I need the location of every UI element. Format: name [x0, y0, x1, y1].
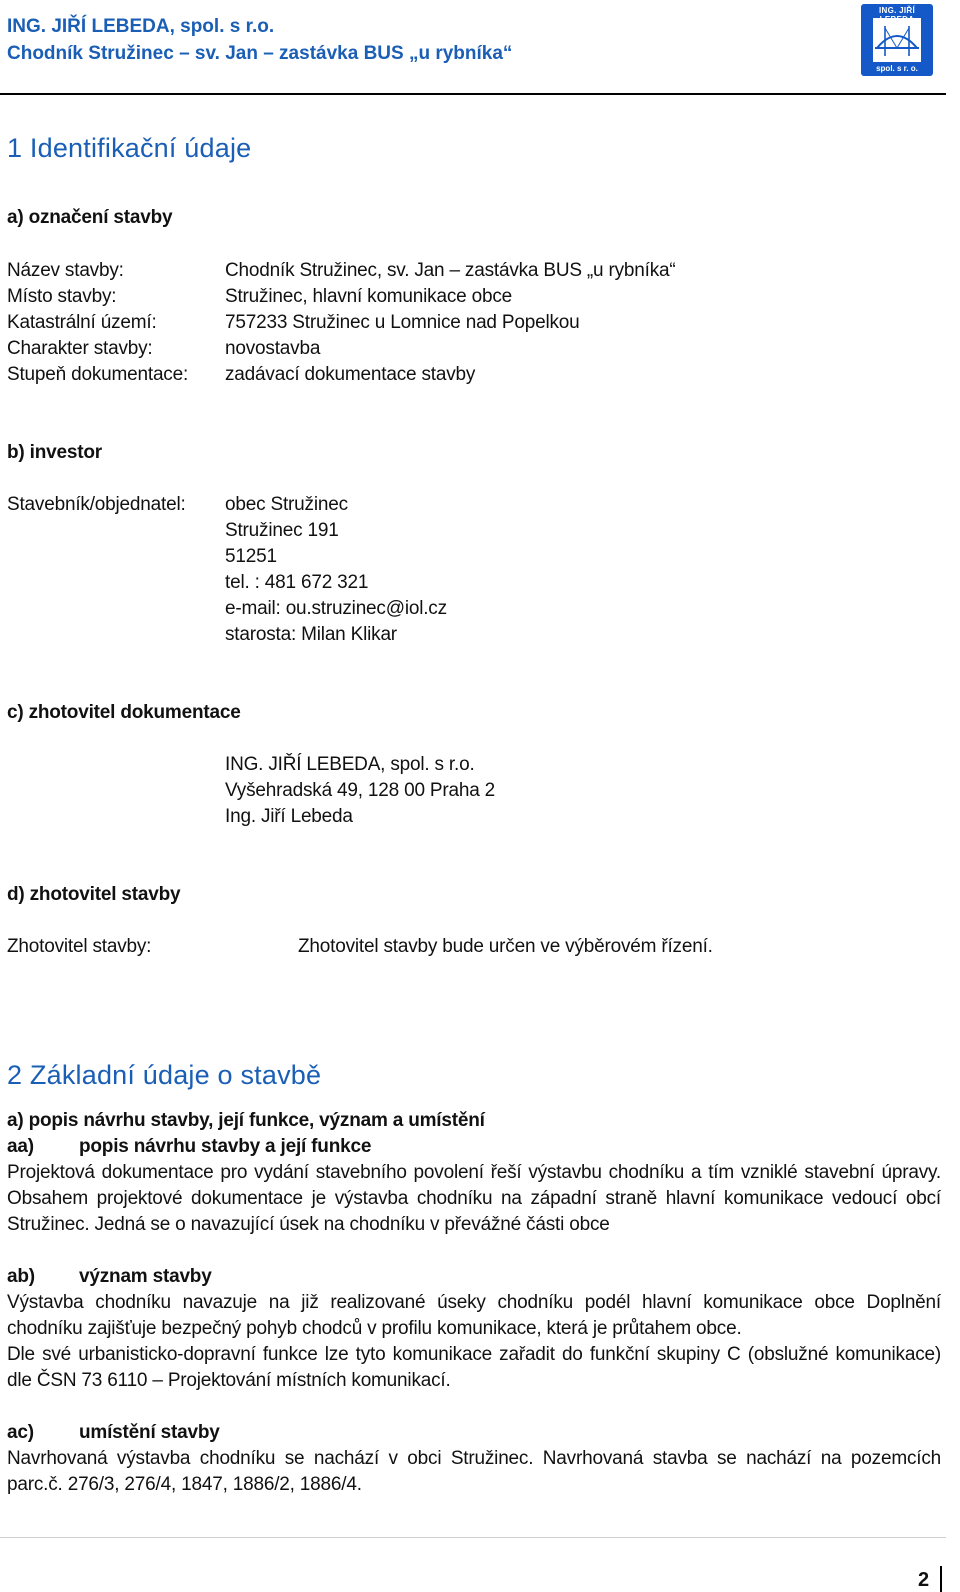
- paragraph-line: parc.č. 276/3, 276/4, 1847, 1886/2, 1886/4.: [7, 1474, 362, 1495]
- designer-line: Ing. Jiří Lebeda: [225, 806, 353, 827]
- page-number-bar: [940, 1566, 942, 1592]
- paragraph-line: chodníku zajišťuje bezpečný pohyb chodců v profilu komunikace, která je průtahem obce.: [7, 1318, 742, 1339]
- logo-bottom-text: spol. s r. o.: [876, 64, 918, 73]
- company-logo: [861, 4, 933, 76]
- value-charakter: novostavba: [225, 338, 321, 359]
- paragraph-line: Výstavba chodníku navazuje na již realizované úseky chodníku podél hlavní komunikace obce Doplnění: [7, 1292, 941, 1313]
- value-misto: Stružinec, hlavní komunikace obce: [225, 286, 513, 307]
- paragraph-line: Obsahem projektové dokumentace je výstavba chodníku na západní straně hlavní komunikace vedoucí obcí: [7, 1188, 941, 1209]
- subsection-code: ab): [7, 1266, 35, 1287]
- subsection-heading: umístění stavby: [79, 1422, 220, 1443]
- value-stupen: zadávací dokumentace stavby: [225, 364, 476, 385]
- investor-line: Stružinec 191: [225, 520, 339, 541]
- logo-bridge-icon: [873, 18, 921, 62]
- section1-title: 1 Identifikační údaje: [7, 133, 252, 163]
- footer-rule: [0, 1537, 946, 1538]
- section2-title: 2 Základní údaje o stavbě: [7, 1060, 322, 1090]
- investor-line: obec Stružinec: [225, 494, 348, 515]
- paragraph-line: Projektová dokumentace pro vydání stavebního povolení řeší výstavbu chodníku a tím vzniklé stavební úpravy.: [7, 1162, 941, 1183]
- paragraph-line: Navrhovaná výstavba chodníku se nachází v obci Stružinec. Navrhovaná stavba se nachází na pozemcích: [7, 1448, 941, 1469]
- investor-line: tel. : 481 672 321: [225, 572, 369, 593]
- investor-line: 51251: [225, 546, 277, 567]
- section1a-heading: a) označení stavby: [7, 207, 173, 228]
- section1b-heading: b) investor: [7, 442, 102, 463]
- section2a-heading: a) popis návrhu stavby, její funkce, význam a umístění: [7, 1110, 485, 1131]
- header-company: ING. JIŘÍ LEBEDA, spol. s r.o.: [7, 16, 275, 37]
- logo-top-text: ING. JIŘÍ: [878, 6, 916, 15]
- paragraph-line: Stružinec. Jedná se o navazující úsek na chodníku v převážné části obce: [7, 1214, 610, 1235]
- investor-line: starosta: Milan Klikar: [225, 624, 397, 645]
- label-stupen: Stupeň dokumentace:: [7, 364, 189, 385]
- subsection-code: aa): [7, 1136, 34, 1157]
- label-misto: Místo stavby:: [7, 286, 117, 307]
- page-number: 2: [918, 1569, 930, 1591]
- header-project: Chodník Stružinec – sv. Jan – zastávka BUS „u rybníka“: [7, 43, 513, 64]
- value-nazev: Chodník Stružinec, sv. Jan – zastávka BUS „u rybníka“: [225, 260, 676, 281]
- label-zhotovitel: Zhotovitel stavby:: [7, 936, 152, 957]
- designer-line: Vyšehradská 49, 128 00 Praha 2: [225, 780, 496, 801]
- value-zhotovitel: Zhotovitel stavby bude určen ve výběrovém řízení.: [298, 936, 713, 957]
- label-katastr: Katastrální území:: [7, 312, 157, 333]
- paragraph-line: dle ČSN 73 6110 – Projektování místních komunikací.: [7, 1370, 451, 1391]
- subsection-heading: popis návrhu stavby a její funkce: [79, 1136, 372, 1157]
- subsection-code: ac): [7, 1422, 34, 1443]
- section1c-heading: c) zhotovitel dokumentace: [7, 702, 241, 723]
- label-stavebnik: Stavebník/objednatel:: [7, 494, 186, 515]
- paragraph-line: Dle své urbanisticko-dopravní funkce lze tyto komunikace zařadit do funkční skupiny C (obslužné komunikace): [7, 1344, 941, 1365]
- section1d-heading: d) zhotovitel stavby: [7, 884, 181, 905]
- investor-email: e-mail: ou.struzinec@iol.cz: [225, 598, 447, 619]
- label-charakter: Charakter stavby:: [7, 338, 153, 359]
- designer-line: ING. JIŘÍ LEBEDA, spol. s r.o.: [225, 754, 475, 775]
- value-katastr: 757233 Stružinec u Lomnice nad Popelkou: [225, 312, 580, 333]
- header-rule: [0, 93, 946, 95]
- subsection-heading: význam stavby: [79, 1266, 212, 1287]
- label-nazev: Název stavby:: [7, 260, 124, 281]
